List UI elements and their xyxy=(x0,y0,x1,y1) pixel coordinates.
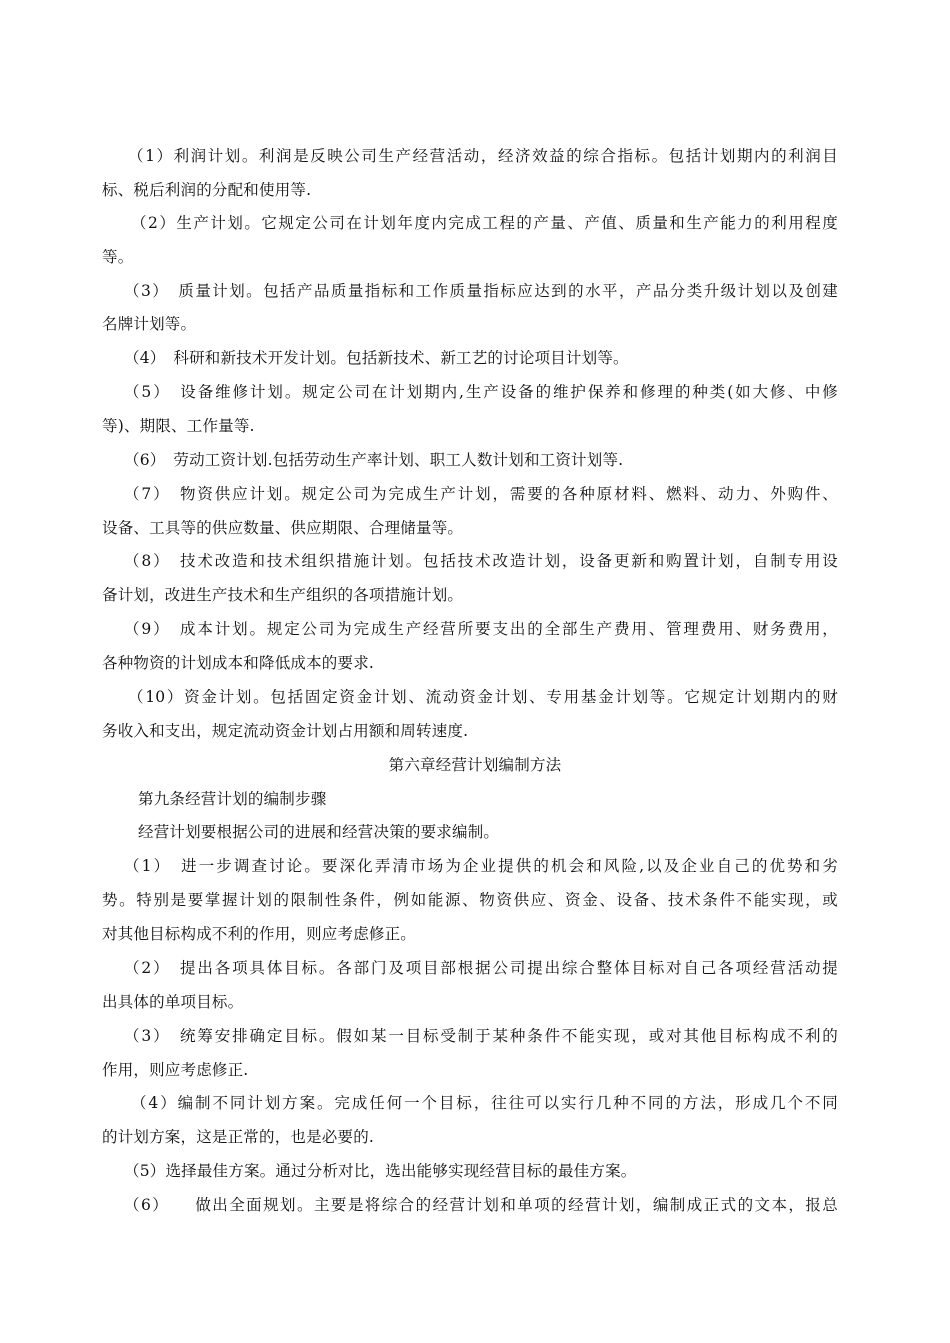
step-4-line-2: 的计划方案，这是正常的，也是必要的. xyxy=(102,1128,375,1146)
step-3-line-1: （3） 统筹安排确定目标。假如某一目标受制于某种条件不能实现，或对其他目标构成不利的 xyxy=(124,1027,838,1045)
intro-paragraph: 经营计划要根据公司的进展和经营决策的要求编制。 xyxy=(138,823,500,841)
plan-item-8-line-1: （8） 技术改造和技术组织措施计划。包括技术改造计划，设备更新和购置计划，自制专用设 xyxy=(124,552,838,570)
plan-item-9-line-1: （9） 成本计划。规定公司为完成生产经营所要支出的全部生产费用、管理费用、财务费用， xyxy=(124,620,838,638)
plan-item-2-line-2: 等。 xyxy=(102,248,134,266)
step-1-line-3: 对其他目标构成不利的作用，则应考虑修正。 xyxy=(102,925,417,943)
plan-item-2-line-1: （2）生产计划。它规定公司在计划年度内完成工程的产量、产值、质量和生产能力的利用程度 xyxy=(131,214,838,232)
plan-item-10-line-1: （10）资金计划。包括固定资金计划、流动资金计划、专用基金计划等。它规定计划期内的财 xyxy=(128,688,838,706)
step-1-line-1: （1） 进一步调查讨论。要深化弄清市场为企业提供的机会和风险,以及企业自己的优势和劣 xyxy=(124,857,838,875)
step-3-line-2: 作用，则应考虑修正. xyxy=(102,1061,249,1079)
step-4-line-1: （4）编制不同计划方案。完成任何一个目标，往往可以实行几种不同的方法，形成几个不同 xyxy=(131,1094,838,1112)
plan-item-9-line-2: 各种物资的计划成本和降低成本的要求. xyxy=(102,654,375,672)
step-2-line-2: 出具体的单项目标。 xyxy=(102,993,244,1011)
plan-item-3-line-2: 名牌计划等。 xyxy=(102,315,197,333)
plan-item-3-line-1: （3） 质量计划。包括产品质量指标和工作质量指标应达到的水平，产品分类升级计划以及创建 xyxy=(124,282,838,300)
plan-item-4-line-1: （4） 科研和新技术开发计划。包括新技术、新工艺的讨论项目计划等。 xyxy=(124,349,629,367)
article-title: 第九条经营计划的编制步骤 xyxy=(138,790,327,808)
plan-item-6-line-1: （6） 劳动工资计划.包括劳动生产率计划、职工人数计划和工资计划等. xyxy=(124,451,624,469)
plan-item-5-line-2: 等)、期限、工作量等. xyxy=(102,417,255,435)
plan-item-5-line-1: （5） 设备维修计划。规定公司在计划期内,生产设备的维护保养和修理的种类(如大修、中修 xyxy=(124,383,838,401)
plan-item-8-line-2: 备计划，改进生产技术和生产组织的各项措施计划。 xyxy=(102,586,464,604)
step-2-line-1: （2） 提出各项具体目标。各部门及项目部根据公司提出综合整体目标对自己各项经营活动提 xyxy=(124,959,838,977)
plan-item-7-line-2: 设备、工具等的供应数量、供应期限、合理储量等。 xyxy=(102,519,464,537)
plan-item-10-line-2: 务收入和支出，规定流动资金计划占用额和周转速度. xyxy=(102,722,469,740)
chapter-title: 第六章经营计划编制方法 xyxy=(388,756,562,774)
step-5-line-1: （5）选择最佳方案。通过分析对比，选出能够实现经营目标的最佳方案。 xyxy=(124,1162,637,1180)
plan-item-1-line-1: （1）利润计划。利润是反映公司生产经营活动，经济效益的综合指标。包括计划期内的利润目 xyxy=(128,147,838,165)
step-6-line-1: （6） 做出全面规划。主要是将综合的经营计划和单项的经营计划，编制成正式的文本，报总 xyxy=(124,1196,838,1214)
step-1-line-2: 势。特别是要掌握计划的限制性条件，例如能源、物资供应、资金、设备、技术条件不能实现，或 xyxy=(102,891,838,909)
plan-item-7-line-1: （7） 物资供应计划。规定公司为完成生产计划，需要的各种原材料、燃料、动力、外购件、 xyxy=(124,485,838,503)
plan-item-1-line-2: 标、税后利润的分配和使用等. xyxy=(102,181,312,199)
